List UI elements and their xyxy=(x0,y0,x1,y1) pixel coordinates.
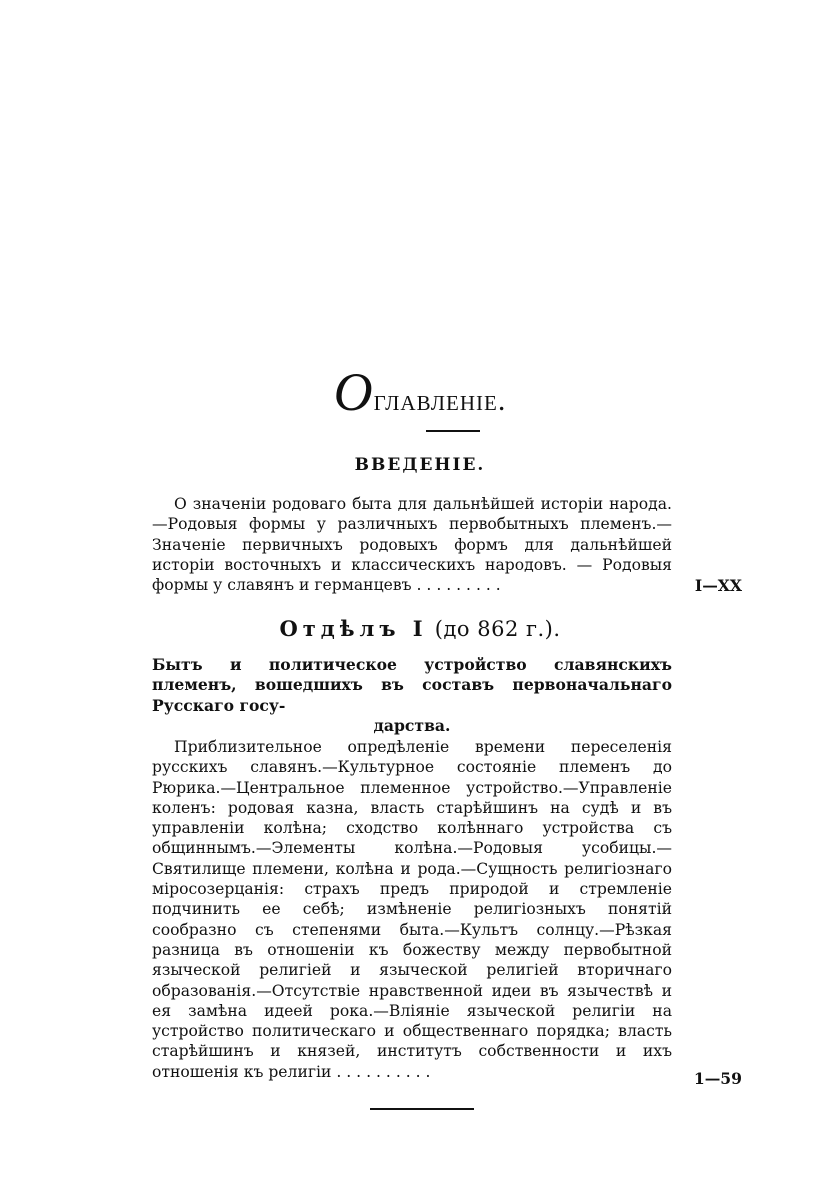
part1-subtitle-line: дарства. xyxy=(373,715,451,735)
part1-label: Отдѣлъ I xyxy=(279,616,428,641)
intro-summary: О значеніи родоваго быта для дальнѣйшей исторіи народа.—Родовыя формы у различныхъ первобытныхъ племенъ.—Значеніе первичныхъ родовыхъ формъ для дальнѣйшей исторіи восточныхъ и классическихъ народовъ. — Родовыя формы у славянъ и германцевъ . . . . . . . . . xyxy=(152,495,672,595)
part1-summary: Приблизительное опредѣленіе времени переселенія русскихъ славянъ.—Культурное состояніе племенъ до Рюрика.—Центральное племенное устройство.—Управленіе коленъ: родовая казна, власть старѣйшинъ на судѣ и въ управленіи колѣна; сходство колѣннаго устройства съ общиннымъ.—Элементы колѣна.—Родовыя усобицы.—Святилище племени, колѣна и рода.—Сущность религіознаго міросозерцанія: страхъ предъ природой и стремленіе подчинить ее себѣ; измѣненіе религіозныхъ понятій сообразно съ степенями быта.—Культъ солнцу.—Рѣзкая разница въ отношеніи къ божеству между первобытной языческой религіей и языческой религіей вторичнаго образованія.—Отсутствіе нравственной идеи въ язычествѣ и ея замѣна идеей рока.—Вліяніе языческой религіи на устройство политическаго и общественнаго порядка; власть старѣйшинъ и князей, институтъ собственности и ихъ отношенія къ религіи . . . . . . . . . . xyxy=(152,738,672,1081)
intro-page-range: I—XX xyxy=(694,576,742,595)
part1-subtitle-line: Бытъ и политическое устройство славянскихъ племенъ, вошедшихъ въ составъ первоначальнаго Русскаго госу- xyxy=(152,655,672,715)
part1-page-range: 1—59 xyxy=(693,1069,742,1088)
page-title xyxy=(0,362,840,422)
title-divider xyxy=(426,430,480,432)
part1-heading xyxy=(0,616,840,641)
title-rest: главленіе. xyxy=(373,384,507,417)
part1-period: (до 862 г.). xyxy=(434,617,561,641)
title-initial: О xyxy=(333,362,374,422)
bottom-divider xyxy=(370,1108,474,1110)
part1-subtitle xyxy=(152,655,672,736)
intro-heading: ВВЕДЕНІЕ. xyxy=(354,455,486,475)
